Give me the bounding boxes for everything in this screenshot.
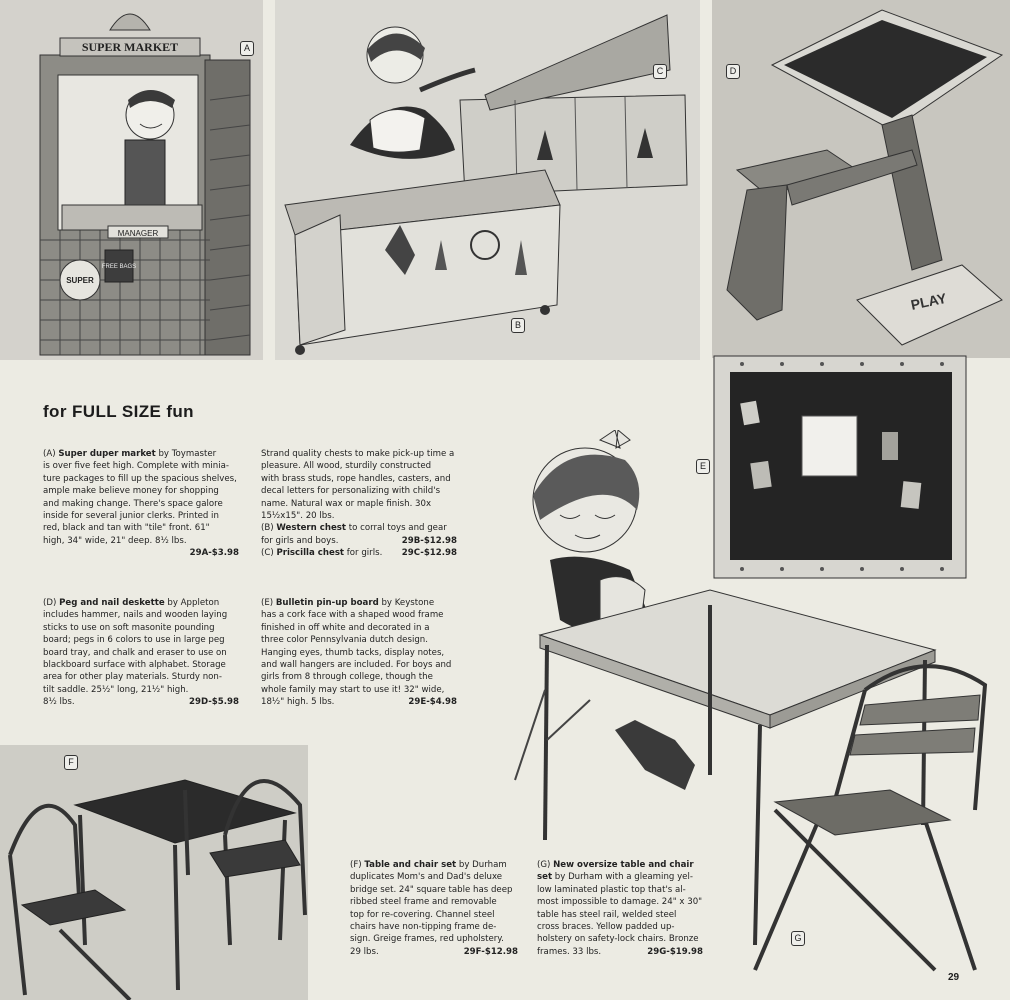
copy-g-bold-2: set <box>537 872 553 883</box>
copy-d-line-6: area for other play materials. Sturdy non- <box>43 672 222 683</box>
copy-d-line-3: board; pegs in 6 colors to use in large peg <box>43 635 225 646</box>
copy-a-line-5: inside for several junior clerks. Printed in <box>43 511 219 522</box>
copy-a-line-7: high, 34" wide, 21" deep. 8½ lbs. <box>43 535 187 546</box>
page-heading: for FULL SIZE fun <box>43 402 194 421</box>
copy-g-line-6: holstery on safety-lock chairs. Bronze <box>537 934 699 945</box>
copy-e-line-1: has a cork face with a shaped wood frame <box>261 610 444 621</box>
copy-g-line-1: set by Durham with a gleaming yel- <box>537 872 693 883</box>
super-sign: SUPER <box>66 276 94 285</box>
copy-f-price-line <box>350 946 518 958</box>
copy-block-d <box>43 597 239 709</box>
photo-label-b: B <box>511 318 525 333</box>
manager-sign: MANAGER <box>117 229 159 238</box>
copy-a-line-6: red, black and tan with "tile" front. 61" <box>43 523 210 534</box>
copy-d-line-2: sticks to use on soft masonite pounding <box>43 622 215 633</box>
photo-label-e: E <box>696 459 710 474</box>
price-29c: 29C-$12.98 <box>401 548 457 559</box>
copy-f-line-6: sign. Greige frames, red upholstery. <box>350 934 504 945</box>
copy-block-e <box>261 597 457 709</box>
photo-label-d: D <box>726 64 740 79</box>
copy-a-line-1: is over five feet high. Complete with minia- <box>43 461 229 472</box>
price-29b: 29B-$12.98 <box>401 535 457 546</box>
copy-f-bold: Table and chair set <box>364 860 457 870</box>
copy-e-last: 18½" high. 5 lbs. <box>261 697 335 708</box>
table-chair-f-illustration <box>0 745 308 1000</box>
copy-c-bold: Priscilla chest <box>276 548 345 559</box>
photo-label-f: F <box>64 755 78 770</box>
copy-f-line-5: chairs have non-tipping frame de- <box>350 922 497 933</box>
copy-f-line-3: ribbed steel frame and removable <box>350 897 497 908</box>
copy-d-price-line <box>43 696 239 708</box>
copy-bc-line-5: 15½x15". 20 lbs. <box>261 511 335 522</box>
super-market-illustration <box>0 0 263 360</box>
copy-d-line-5: blackboard surface with alphabet. Storage <box>43 660 226 671</box>
copy-e-line-2: finished in off white and decorated in a <box>261 622 430 633</box>
page-number: 29 <box>948 972 960 983</box>
price-29a: 29A-$3.98 <box>189 548 239 559</box>
copy-bc-line-2: with brass studs, rope handles, casters, and <box>261 473 451 484</box>
copy-bc-line-0: Strand quality chests to make pick-up time a <box>261 449 455 459</box>
photo-deskette <box>712 0 1010 358</box>
copy-block-a <box>43 448 239 560</box>
photo-label-g: G <box>791 931 805 946</box>
copy-b-bold: Western chest <box>276 523 347 534</box>
copy-g-line-2: low laminated plastic top that's al- <box>537 884 686 895</box>
copy-f-line-0: (F) Table and chair set by Durham <box>350 860 507 870</box>
copy-d-line-1: includes hammer, nails and wooden laying <box>43 610 228 621</box>
copy-block-bc <box>261 448 457 560</box>
price-29g: 29G-$19.98 <box>647 946 703 957</box>
copy-a-line-0: (A) Super duper market by Toymaster <box>43 449 217 459</box>
copy-a-bold: Super duper market <box>58 449 156 459</box>
photo-super-market <box>0 0 263 360</box>
copy-d-line-7: tilt saddle. 25½" long, 21½" high. <box>43 684 189 695</box>
photo-label-c: C <box>653 64 667 79</box>
copy-e-line-5: and wall hangers are included. For boys and <box>261 660 452 671</box>
photo-table-chair-f <box>0 745 308 1000</box>
copy-a-line-2: ture packages to fill up the spacious shelves, <box>43 473 237 484</box>
copy-g-line-3: most impossible to damage. 24" x 30" <box>537 897 703 908</box>
price-29d: 29D-$5.98 <box>188 697 239 708</box>
copy-g-price-line <box>537 946 703 958</box>
copy-g-line-0: (G) New oversize table and chair <box>537 860 694 870</box>
copy-f-line-2: bridge set. 24" square table has deep <box>350 884 513 895</box>
copy-f-line-1: duplicates Mom's and Dad's deluxe <box>350 872 503 883</box>
copy-block-g <box>537 859 703 958</box>
copy-d-line-0: (D) Peg and nail deskette by Appleton <box>43 598 220 608</box>
price-29f: 29F-$12.98 <box>463 946 518 957</box>
copy-d-bold: Peg and nail deskette <box>59 598 165 608</box>
copy-f-last: 29 lbs. <box>350 946 379 957</box>
free-bags-sign: FREE BAGS <box>101 264 137 270</box>
copy-g-line-4: table has steel rail, welded steel <box>537 909 677 920</box>
photo-label-a: A <box>240 41 254 56</box>
toy-chests-illustration <box>275 0 700 360</box>
copy-bc-line-1: pleasure. All wood, sturdily constructed <box>261 461 432 472</box>
price-29e: 29E-$4.98 <box>408 697 457 708</box>
deskette-illustration <box>712 0 1010 358</box>
copy-g-bold: New oversize table and chair <box>553 860 694 870</box>
copy-a-line-3: ample make believe money for shopping <box>43 486 219 497</box>
copy-a-line-4: and making change. There's space galore <box>43 498 223 509</box>
copy-d-weight: 8½ lbs. <box>43 697 75 708</box>
copy-e-line-0: (E) Bulletin pin-up board by Keystone <box>261 598 435 608</box>
copy-g-last: frames. 33 lbs. <box>537 946 602 957</box>
copy-d-line-4: board tray, and chalk and eraser to use on <box>43 647 227 658</box>
copy-bc-line-4: name. Natural wax or maple finish. 30x <box>261 498 432 509</box>
copy-e-line-6: girls from 8 through college, though the <box>261 672 433 683</box>
copy-e-line-3: three color Pennsylvania dutch design. <box>261 635 428 646</box>
copy-b-tail: for girls and boys. <box>261 535 339 546</box>
photo-toy-chests <box>275 0 700 360</box>
copy-c-line: (C) Priscilla chest for girls. 29C-$12.98 <box>261 548 457 559</box>
copy-g-line-5: cross braces. Yellow padded up- <box>537 922 675 933</box>
copy-b-price-line <box>261 535 457 547</box>
play-board-text: PLAY <box>909 289 948 313</box>
copy-b-line: (B) Western chest to corral toys and gear <box>261 523 447 534</box>
super-market-sign: SUPER MARKET <box>81 40 179 54</box>
copy-e-line-4: Hanging eyes, thumb tacks, display notes, <box>261 647 445 658</box>
copy-e-bold: Bulletin pin-up board <box>275 598 379 608</box>
copy-e-price-line <box>261 696 457 708</box>
copy-block-f <box>350 859 518 958</box>
copy-e-line-7: whole family may start to use it! 32" wide, <box>261 684 445 695</box>
copy-f-line-4: top for re-covering. Channel steel <box>350 909 495 920</box>
copy-bc-line-3: decal letters for personalizing with child's <box>261 486 441 497</box>
